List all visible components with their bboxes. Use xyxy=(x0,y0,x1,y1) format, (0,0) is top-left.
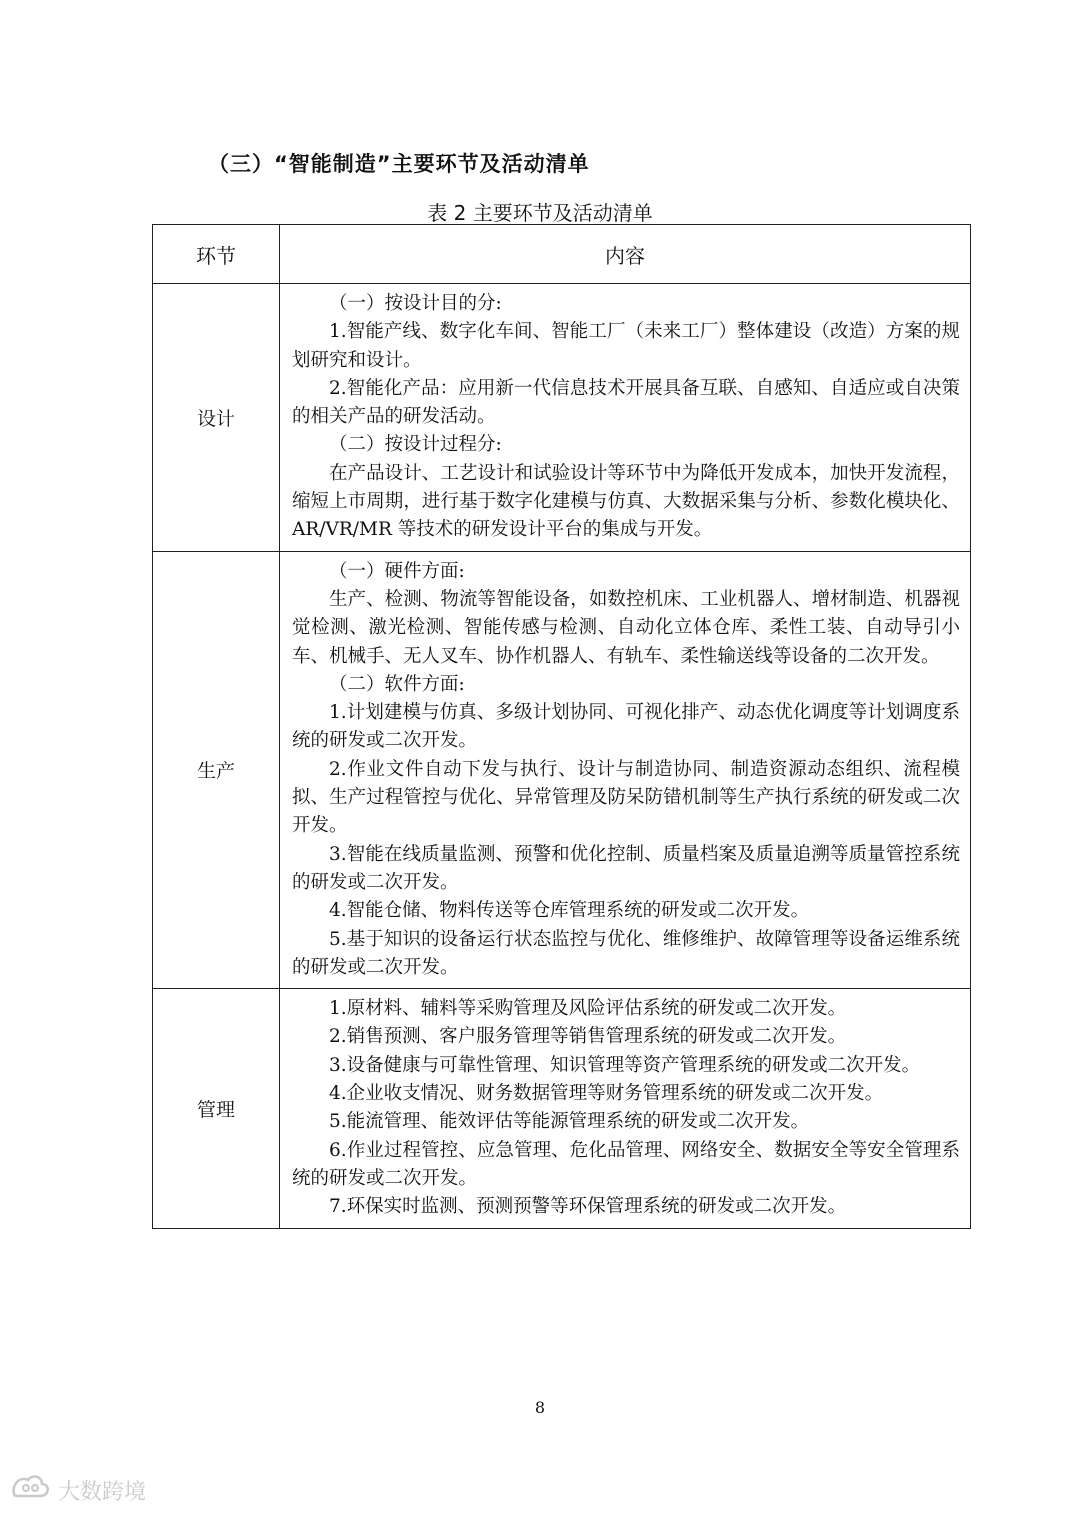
stage-cell: 设计 xyxy=(153,284,280,552)
page-number: 8 xyxy=(534,1398,546,1417)
table-header-row xyxy=(153,225,971,284)
watermark-text: 大数跨境 xyxy=(58,1479,147,1505)
paragraph: 生产、检测、物流等智能设备，如数控机床、工业机器人、增材制造、机器视觉检测、激光检测、智能传感与检测、自动化立体仓库、柔性工装、自动导引小车、机械手、无人叉车、协作机器人、有轨车、柔性输送线等设备的二次开发。 xyxy=(292,588,960,667)
paragraph: 4.企业收支情况、财务数据管理等财务管理系统的研发或二次开发。 xyxy=(329,1083,884,1105)
paragraph: （二）按设计过程分: xyxy=(329,434,502,456)
paragraph: （一）按设计目的分: xyxy=(329,293,502,314)
paragraph: 3.智能在线质量监测、预警和优化控制、质量档案及质量追溯等质量管控系统的研发或二次开发。 xyxy=(292,843,960,893)
table-row-management xyxy=(153,989,971,1228)
content-cell xyxy=(280,284,971,552)
header-stage: 环节 xyxy=(153,225,280,284)
paragraph: 4.智能仓储、物料传送等仓库管理系统的研发或二次开发。 xyxy=(329,900,810,922)
content-cell xyxy=(280,551,971,988)
paragraph: （二）软件方面: xyxy=(329,673,465,695)
paragraph: 在产品设计、工艺设计和试验设计等环节中为降低开发成本，加快开发流程，缩短上市周期，进行基于数字化建模与仿真、大数据采集与分析、参数化模块化、AR/VR/MR 等技术的研发设计平台的集成与开发。 xyxy=(292,462,960,541)
stage-cell: 生产 xyxy=(153,551,280,988)
watermark xyxy=(10,1472,146,1508)
table-caption: 表 2 主要环节及活动清单 xyxy=(427,201,653,225)
table-row-design xyxy=(153,284,971,552)
content-cell xyxy=(280,989,971,1228)
table-row-production xyxy=(153,551,971,988)
paragraph: 2.智能化产品：应用新一代信息技术开展具备互联、自感知、自适应或自决策的相关产品的研发活动。 xyxy=(292,377,960,428)
paragraph: 7.环保实时监测、预测预警等环保管理系统的研发或二次开发。 xyxy=(329,1196,847,1218)
stage-cell: 管理 xyxy=(153,989,280,1228)
paragraph: 6.作业过程管控、应急管理、危化品管理、网络安全、数据安全等安全管理系统的研发或二次开发。 xyxy=(292,1139,960,1189)
paragraph: 5.能流管理、能效评估等能源管理系统的研发或二次开发。 xyxy=(329,1111,810,1133)
brand-logo-icon xyxy=(10,1472,52,1508)
paragraph: 1.原材料、辅料等采购管理及风险评估系统的研发或二次开发。 xyxy=(329,998,847,1020)
paragraph: 1.计划建模与仿真、多级计划协同、可视化排产、动态优化调度等计划调度系统的研发或二次开发。 xyxy=(292,702,960,752)
paragraph: （一）硬件方面: xyxy=(329,560,465,582)
section-heading: （三）“智能制造”主要环节及活动清单 xyxy=(208,152,590,176)
paragraph: 5.基于知识的设备运行状态监控与优化、维修维护、故障管理等设备运维系统的研发或二次开发。 xyxy=(292,928,960,978)
paragraph: 3.设备健康与可靠性管理、知识管理等资产管理系统的研发或二次开发。 xyxy=(329,1054,921,1076)
paragraph: 1.智能产线、数字化车间、智能工厂（未来工厂）整体建设（改造）方案的规划研究和设计。 xyxy=(292,321,960,371)
header-content: 内容 xyxy=(280,225,971,284)
paragraph: 2.作业文件自动下发与执行、设计与制造协同、制造资源动态组织、流程模拟、生产过程管控与优化、异常管理及防呆防错机制等生产执行系统的研发或二次开发。 xyxy=(292,758,960,837)
activity-table xyxy=(152,224,971,1229)
paragraph: 2.销售预测、客户服务管理等销售管理系统的研发或二次开发。 xyxy=(329,1026,847,1048)
